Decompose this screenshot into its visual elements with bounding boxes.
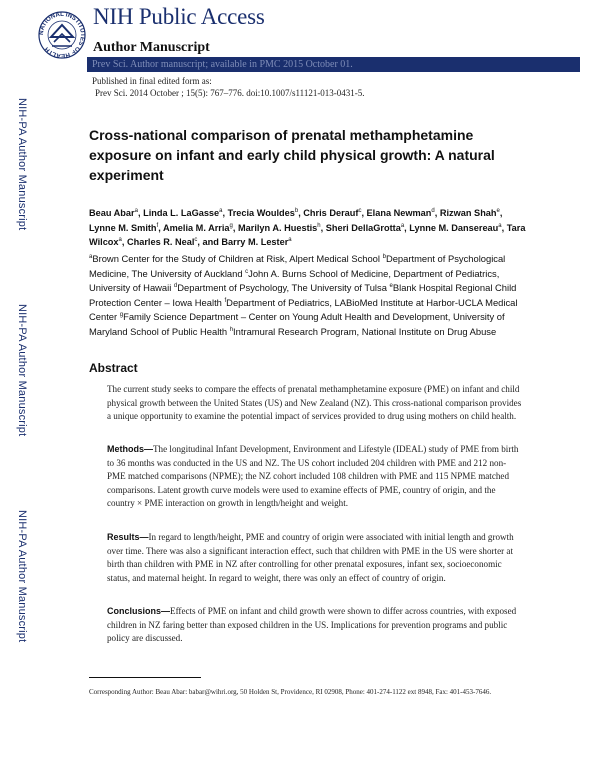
author-affiliation-marker: a xyxy=(134,207,138,214)
affiliation-text: Department of Pediatrics, LABioMed Institute at Harbor-UCLA Medical Center xyxy=(89,296,518,323)
side-watermark-text: NIH-PA Author Manuscript xyxy=(16,98,28,231)
results-text: In regard to length/height, PME and country of origin were associated with initial length and growth over time. There was also a significant interaction effect, such that children with PME in the US were shorter at birth than children with PME in NZ after controlling for other prenatal exposures, infant sex, socioeconomic status, and maternal height. In regard to weight, there was only an effect of country of origin. xyxy=(107,532,514,583)
author-affiliation-marker: a xyxy=(288,236,292,243)
side-watermark-text: NIH-PA Author Manuscript xyxy=(16,304,28,437)
affiliation-marker: e xyxy=(389,283,393,290)
side-watermark-middle xyxy=(15,288,29,453)
affiliation-text: Intramural Research Program, National Institute on Drug Abuse xyxy=(233,325,497,337)
author-affiliation-marker: a xyxy=(118,236,122,243)
author-name: Elana Newman xyxy=(366,208,432,218)
abstract-methods xyxy=(107,443,522,511)
affiliation-text: Department of Psychological Medicine, The University of Auckland xyxy=(89,253,506,279)
side-watermark-bottom xyxy=(15,494,29,659)
affiliation-marker: h xyxy=(229,326,234,333)
author-name: Marilyn A. Huestis xyxy=(237,222,318,233)
author-name: Chris Derauf xyxy=(303,208,359,218)
published-in-label: Published in final edited form as: xyxy=(92,76,212,86)
nih-public-access-title: NIH Public Access xyxy=(93,4,265,29)
conclusions-text: Effects of PME on infant and child growth were shown to differ across countries, with exposed children in NZ faring better than exposed children in the US. Implications for prevention programs and public policy are discussed. xyxy=(107,606,517,643)
citation-line: Prev Sci. 2014 October ; 15(5): 767–776. doi:10.1007/s11121-013-0431-5. xyxy=(95,88,365,98)
author-name: Charles R. Neal xyxy=(126,237,195,247)
methods-label: Methods— xyxy=(107,444,153,454)
author-name: Barry M. Lester xyxy=(221,237,289,247)
author-affiliation-marker: a xyxy=(400,222,405,229)
results-label: Results— xyxy=(107,532,149,542)
author-name: Amelia M. Arria xyxy=(162,222,230,233)
side-watermark-top xyxy=(15,82,29,247)
author-affiliation-marker: g xyxy=(229,222,233,229)
affiliation-marker: f xyxy=(224,297,227,304)
author-name: Linda L. LaGasse xyxy=(143,208,220,218)
abstract-heading: Abstract xyxy=(89,361,138,375)
article-title: Cross-national comparison of prenatal methamphetamine exposure on infant and early child physical growth: A natural experiment xyxy=(89,127,495,183)
author-manuscript-label: Author Manuscript xyxy=(93,40,210,55)
author-affiliation-marker: f xyxy=(156,222,159,229)
author-name: Beau Abar xyxy=(89,208,135,218)
affiliation-text: Brown Center for the Study of Children at Risk, Alpert Medical School xyxy=(92,253,383,264)
author-list: Beau Abar$^a$, Linda L. LaGasse$^a$, Trecia Wouldes$^b$, Chris Derauf$^c$, Elana Newman$^d$, Rizwan Shah$^e$, Lynne M. Smith$^f$, Amelia M. Arria$^g$, Marilyn A. Huestis$^h$, Sheri DellaGrotta$^a$, Lynne M. Dansereau$^a$, Tara Wilcox$^a$, Charles R. Neal$^c$, and Barry M. Lester$^a$ xyxy=(89,207,526,247)
nih-logo xyxy=(37,4,87,66)
author-affiliation-marker: c xyxy=(358,207,362,214)
author-name: Lynne M. Dansereau xyxy=(409,222,499,233)
journal-availability-line: Prev Sci. Author manuscript; available in PMC 2015 October 01. xyxy=(92,59,353,70)
affiliation-marker: b xyxy=(382,253,386,260)
logo-ring-text: NATIONAL INSTITUTES OF HEALTH xyxy=(37,10,87,60)
affiliation-marker: g xyxy=(119,312,124,319)
affiliations xyxy=(89,252,529,340)
author-affiliation-marker: e xyxy=(496,207,500,214)
methods-text: The longitudinal Infant Development, Environment and Lifestyle (IDEAL) study of PME from birth to 36 months was conducted in the US and NZ. The US cohort included 204 children with PME and 212 non-PME matched comparisons (NPME); the NZ cohort included 108 children with PME and 115 NPME matched comparisons. Latent growth curve models were used to examine effects of PME, country of origin, and the country × PME interaction on growth in length/height and weight. xyxy=(107,444,519,508)
abstract-intro: The current study seeks to compare the effects of prenatal methamphetamine exposure (PME) on infant and child physical growth between the United States (US) and New Zealand (NZ). This cross-national comparison provides a unique opportunity to examine the potential impact of services provided to drug using mothers on child health. xyxy=(107,384,522,421)
author-name: Tara Wilcox xyxy=(89,222,526,247)
author-name: Trecia Wouldes xyxy=(227,208,295,218)
author-affiliation-marker: h xyxy=(317,222,321,229)
affiliation-marker: d xyxy=(173,283,178,290)
author-affiliation-marker: c xyxy=(194,236,198,243)
conclusions-label: Conclusions— xyxy=(107,606,171,616)
affiliation-marker: a xyxy=(89,253,93,260)
affiliation-text: Family Science Department – Center on Young Adult Health and Development, University of Maryland School of Public Health xyxy=(89,311,505,337)
abstract-results xyxy=(107,531,522,585)
author-affiliation-marker: b xyxy=(294,207,299,214)
author-name: Lynne M. Smith xyxy=(89,222,157,233)
affiliation-text: Department of Psychology, The University of Tulsa xyxy=(177,282,390,294)
affiliation-text: John A. Burns School of Medicine, Department of Pediatrics, University of Hawaii xyxy=(89,267,500,294)
author-name: Sheri DellaGrotta xyxy=(325,222,401,233)
author-affiliation-marker: a xyxy=(219,207,223,214)
affiliation-text: Blank Hospital Regional Child Protection Center – Iowa Health xyxy=(89,282,517,308)
affiliation-marker: c xyxy=(245,268,249,275)
side-watermark-text: NIH-PA Author Manuscript xyxy=(16,510,28,643)
author-affiliation-marker: a xyxy=(498,222,502,229)
abstract-conclusions xyxy=(107,605,522,646)
footnote-divider xyxy=(89,677,201,678)
corresponding-author-footnote: Corresponding Author: Beau Abar: babar@wihri.org, 50 Holden St, Providence, RI 02908, Phone: 401-274-1122 ext 8948, Fax: 401-453-7646. xyxy=(89,688,492,696)
author-name: Rizwan Shah xyxy=(439,208,497,218)
author-affiliation-marker: d xyxy=(431,207,435,214)
